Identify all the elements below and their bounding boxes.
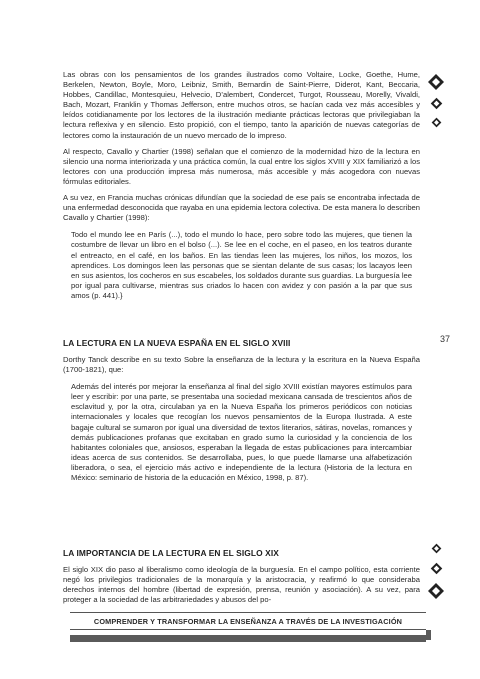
paragraph-tanck: Dorthy Tanck describe en su texto Sobre la enseñanza de la lectura y la escritura en la Nueva España (1700-1821), que: <box>63 355 420 375</box>
section-heading: LA LECTURA EN LA NUEVA ESPAÑA EN EL SIGLO XVIII <box>63 338 291 348</box>
diamond-ornament-icon <box>430 562 443 575</box>
footer-rule <box>70 612 426 613</box>
page-number: 37 <box>440 334 451 344</box>
section-heading: LA IMPORTANCIA DE LA LECTURA EN EL SIGLO XIX <box>63 548 279 558</box>
section-siglo-xix <box>63 548 420 605</box>
footer-tab <box>426 630 431 640</box>
diamond-ornament-icon <box>427 582 445 600</box>
diamond-ornament-icon <box>427 73 445 91</box>
footer-bar <box>70 635 426 642</box>
paragraph-ilustrados: Las obras con los pensamientos de los grandes ilustrados como Voltaire, Locke, Goethe, Hume, Berkelen, Newton, Boyle, Moro, Leibniz, Smith, Bernardin de Saint-Pierre, Diderot, Kant, Beccaria, Hobbes, Candillac, Montesquieu, Helvecio, D’alembert, Condercet, Turgot, Rousseau, Morelly, Vivaldi, Bach, Mozart, Franklin y Thomas Jefferson, entre muchos otros, se hacían cada vez más accesibles y leídos cotidianamente por los lectores de la ilustración mediante prácticas lectoras que privilegiaban la lectura reflexiva y en silencio. Esto propició, con el tiempo, tanto la aparición de nuevas categorías de lectores como la instauración de un nuevo mercado de lo impreso. <box>63 70 420 140</box>
text-column-top <box>63 70 420 301</box>
paragraph-liberalismo: El siglo XIX dio paso al liberalismo como ideología de la burguesía. En el campo político, esta corriente negó los privilegios tradicionales de la monarquía y la aristocracia, y reafirmó lo que consideraba derechos internos del hombre (libertad de expresión, prensa, reunión y asociación). A su vez, para proteger a la sociedad de las arbitrariedades y abusos del po- <box>63 565 420 605</box>
footer-title: COMPRENDER Y TRANSFORMAR LA ENSEÑANZA A TRAVÉS DE LA INVESTIGACIÓN <box>93 617 403 626</box>
block-quote-tanck: Además del interés por mejorar la enseñanza al final del siglo XVIII existían mayores estímulos para leer y escribir: por una parte, se presentaba una sociedad mexicana cansada de trescientos años de esclavitud y, por la otra, circulaban ya en la Nueva España los primeros periódicos con noticias internacionales y locales que recogían los nuevos pensamientos de la Europa Ilustrada. A este bagaje cultural se sumaron por igual una diversidad de textos literarios, sátiras, novelas, romances y demás publicaciones profanas que excitaban en grado sumo la curiosidad y la conciencia de los habitantes coloniales que, ansiosos, esperaban la llegada de estas publicaciones para intercambiar ideas acerca de sus contenidos. Se desarrollaba, pues, lo que puede llamarse una alfabetización liberadora, o sea, el ejercicio más activo e independiente de la lectura (Historia de la lectura en México: seminario de historia de la educación en México, 1998, p. 87). <box>71 382 412 483</box>
diamond-ornament-icon <box>431 117 442 128</box>
diamond-ornament-icon <box>431 543 442 554</box>
block-quote-paris: Todo el mundo lee en París (...), todo el mundo lo hace, pero sobre todo las mujeres, que tienen la costumbre de llevar un libro en el bolso (...). Se lee en el coche, en el paseo, en los teatros durante el entreacto, en el café, en los baños. En las tiendas leen las mujeres, los niños, los mozos, los aprendices. Los domingos leen las personas que se sientan delante de sus casas; los lacayos leen en sus asientos, los cocheros en sus escabeles, los soldados durante sus guardias. La burguesía lee por igual para cultivarse, mientras sus criados lo hacen con avidez y con pasión a la par que sus amos (p. 441).} <box>71 230 412 300</box>
paragraph-cavallo-chartier: Al respecto, Cavallo y Chartier (1998) señalan que el comienzo de la modernidad hizo de la lectura en silencio una norma interiorizada y una práctica común, la cual entre los siglos XVIII y XIX familiarizó a los lectores con una producción impresa más numerosa, más accesible y más acogedora con nuevas fórmulas editoriales. <box>63 146 420 186</box>
paragraph-francia: A su vez, en Francia muchas crónicas difundían que la sociedad de ese país se encontraba infectada de una enfermedad desconocida que rayaba en una epidemia lectora colectiva. De esta manera lo describen Cavallo y Chartier (1998): <box>63 193 420 223</box>
section-nueva-espana <box>63 338 420 483</box>
footer-rule <box>70 629 426 630</box>
diamond-ornament-icon <box>430 97 443 110</box>
